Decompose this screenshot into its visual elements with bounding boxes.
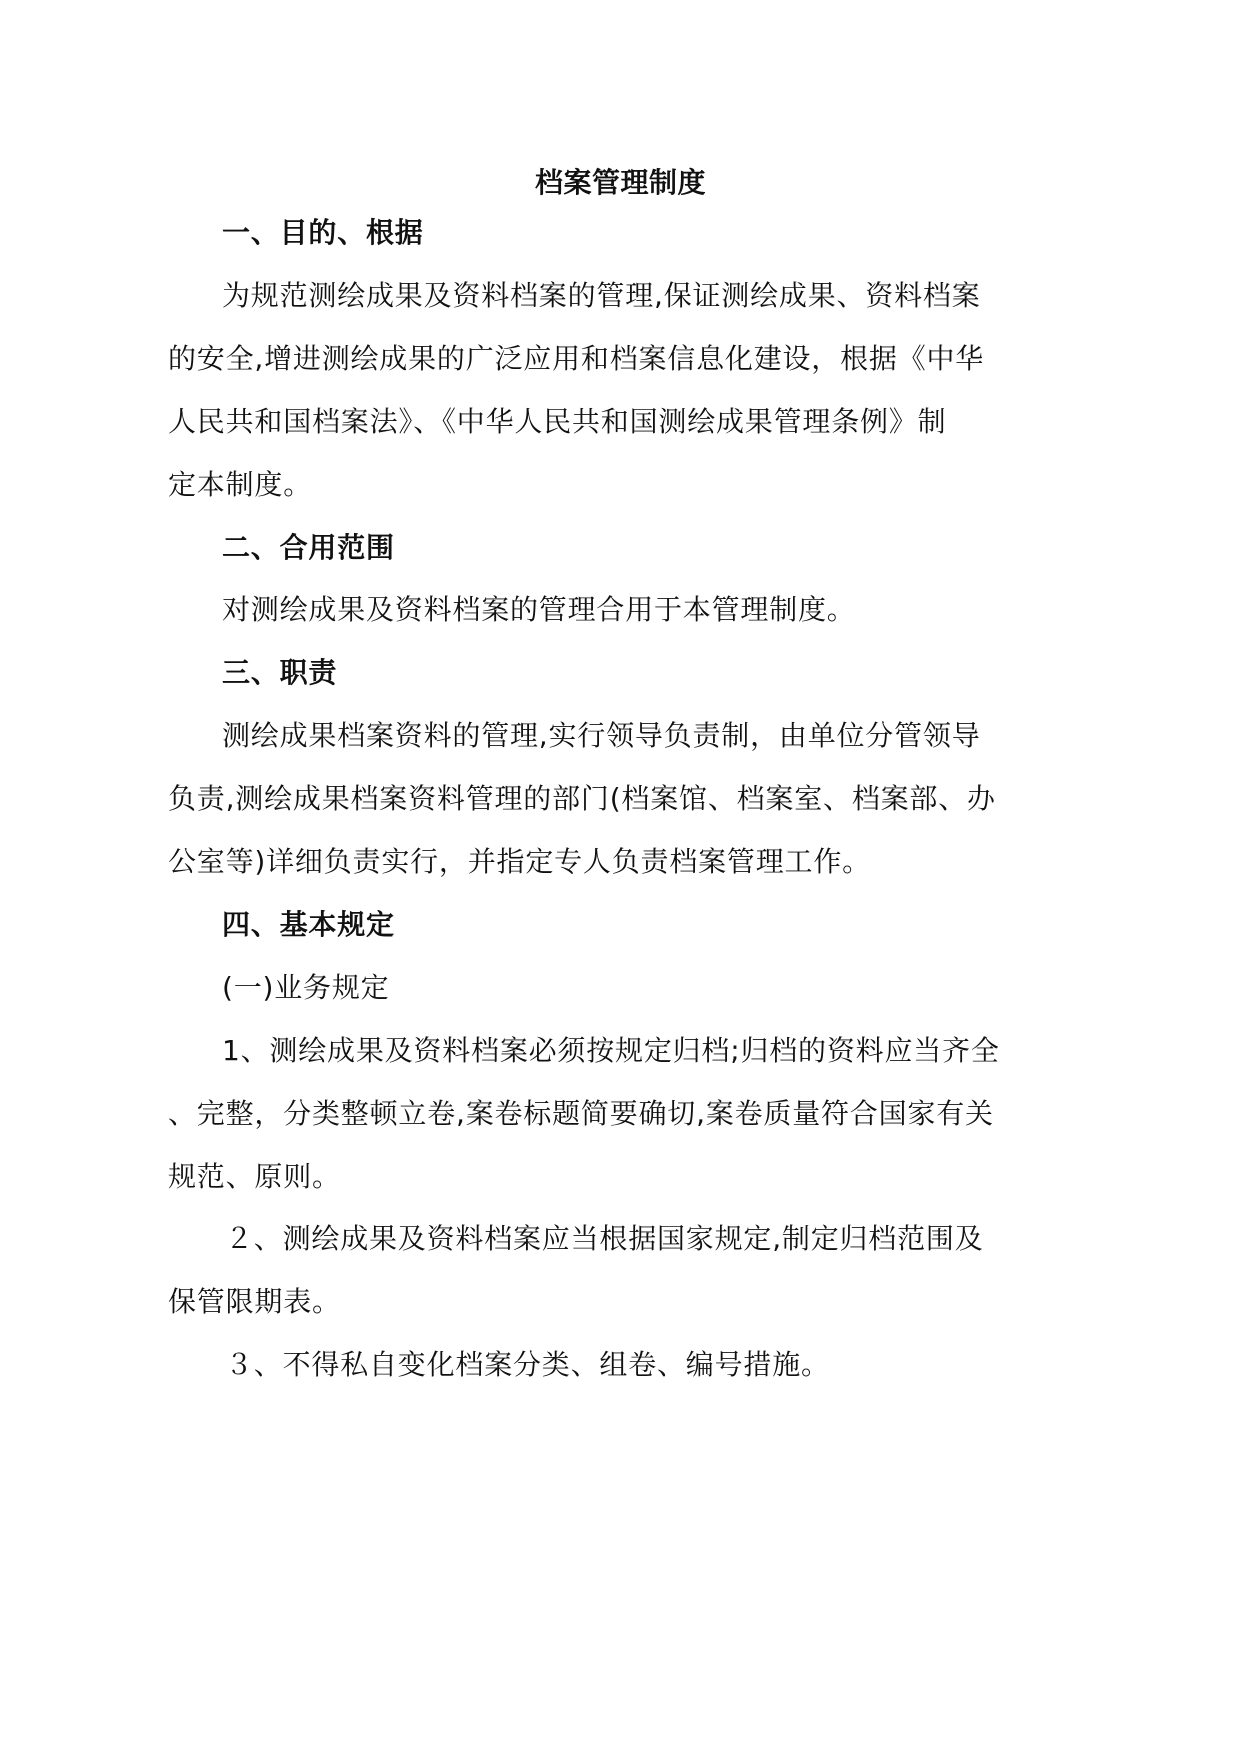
paragraph-line: 人民共和国档案法》、《中华人民共和国测绘成果管理条例》制: [168, 405, 947, 438]
section-heading-duties: 三、职责: [222, 656, 338, 689]
paragraph-line: 定本制度。: [168, 468, 313, 501]
paragraph-line: 、完整，分类整顿立卷,案卷标题简要确切,案卷质量符合国家有关: [168, 1097, 994, 1130]
paragraph-line: 1、测绘成果及资料档案必须按规定归档;归档的资料应当齐全: [222, 1034, 1000, 1067]
paragraph-line: 保管限期表。: [168, 1285, 341, 1318]
paragraph-line: 对测绘成果及资料档案的管理合用于本管理制度。: [222, 593, 856, 626]
section-heading-purpose: 一、目的、根据: [222, 216, 424, 249]
paragraph-line: 的安全,增进测绘成果的广泛应用和档案信息化建设，根据《中华: [168, 342, 985, 375]
paragraph-line: 为规范测绘成果及资料档案的管理,保证测绘成果、资料档案: [222, 279, 981, 312]
paragraph-line: ３、不得私自变化档案分类、组卷、编号措施。: [225, 1348, 830, 1381]
paragraph-line: 负责,测绘成果档案资料管理的部门(档案馆、档案室、档案部、办: [168, 782, 996, 815]
section-heading-basic-rules: 四、基本规定: [222, 908, 395, 941]
paragraph-line: 规范、原则。: [168, 1160, 341, 1193]
section-heading-scope: 二、合用范围: [222, 531, 395, 564]
paragraph-line: 测绘成果档案资料的管理,实行领导负责制，由单位分管领导: [222, 719, 981, 752]
subsection-heading: (一)业务规定: [222, 971, 390, 1004]
document-title: 档案管理制度: [534, 166, 706, 199]
paragraph-line: ２、测绘成果及资料档案应当根据国家规定,制定归档范围及: [225, 1222, 984, 1255]
paragraph-line: 公室等)详细负责实行，并指定专人负责档案管理工作。: [168, 845, 871, 878]
